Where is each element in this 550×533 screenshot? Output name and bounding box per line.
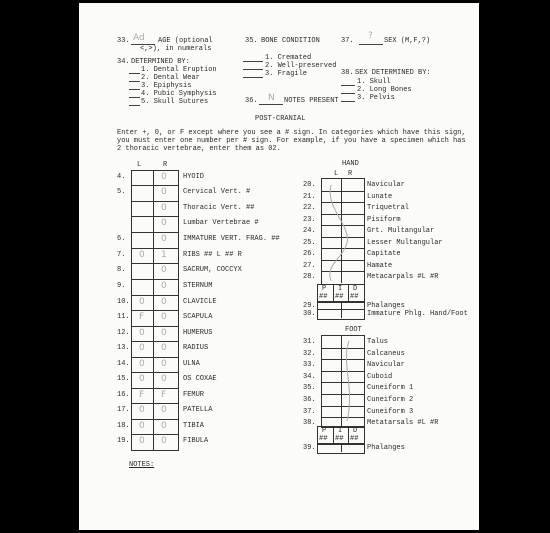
q38-option-2-field[interactable] <box>341 93 355 94</box>
q35-option-2: 2. Well-preserved <box>265 62 337 70</box>
hand-grid-row-line <box>321 271 364 272</box>
foot-row-label: Calcaneus <box>367 350 405 358</box>
foot-lower-row-number: 39. <box>303 444 316 452</box>
foot-row-number: 32. <box>303 350 316 358</box>
post-cranial-title: POST-CRANIAL <box>255 115 306 123</box>
q35-option-1-field[interactable] <box>243 61 263 62</box>
left-row-label: FIBULA <box>183 437 209 445</box>
left-cell-l[interactable] <box>132 170 152 185</box>
q35-title: BONE CONDITION <box>261 37 320 45</box>
left-row-label: HUMERUS <box>183 329 213 337</box>
left-row-value-r: 0 <box>161 203 167 213</box>
left-row-label: SACRUM, COCCYX <box>183 266 242 274</box>
left-row-number: 5. <box>117 188 126 196</box>
q33-label: AGE (optional <box>158 37 213 45</box>
hand-row-number: 22. <box>303 204 316 212</box>
q34-option-1: 1. Dental Eruption <box>141 66 217 74</box>
q38-title: SEX DETERMINED BY: <box>355 69 431 77</box>
foot-lower-row-label: Phalanges <box>367 444 405 452</box>
hand-row-number: 27. <box>303 262 316 270</box>
q38-option-2: 2. Long Bones <box>357 86 412 94</box>
left-row-number: 17. <box>117 406 130 414</box>
hand-row-label: Lesser Multangular <box>367 239 443 247</box>
q34-option-4: 4. Pubic Symphysis <box>141 90 217 98</box>
instructions-line-3: 2 thoracic vertebrae, enter them as 02. <box>117 145 281 153</box>
hand-row-number: 25. <box>303 239 316 247</box>
hand-pid-p: P <box>322 285 327 293</box>
left-col-header-r: R <box>163 161 168 169</box>
left-cell-l[interactable] <box>132 263 152 278</box>
foot-pid-divider-1 <box>333 426 334 443</box>
hand-grid-row-line <box>321 248 364 249</box>
foot-row-number: 37. <box>303 408 316 416</box>
foot-grid-row-line <box>321 417 364 418</box>
left-row-number: 14. <box>117 360 130 368</box>
left-row-value-r: 0 <box>161 312 167 322</box>
hand-row-number: 26. <box>303 250 316 258</box>
hand-row-number: 21. <box>303 193 316 201</box>
q35-option-2-field[interactable] <box>243 69 263 70</box>
left-row-value-l: 0 <box>139 343 145 353</box>
q35-option-3-field[interactable] <box>243 77 263 78</box>
left-row-label: PATELLA <box>183 406 213 414</box>
hand-grid-row-line <box>321 260 364 261</box>
hand-row-label: Hamate <box>367 262 393 270</box>
foot-row-label: Cuneiform 2 <box>367 396 414 404</box>
left-col-header-l: L <box>137 161 142 169</box>
q36-number: 36. <box>245 97 258 105</box>
q38-option-3-field[interactable] <box>341 101 355 102</box>
hand-row-number: 28. <box>303 273 316 281</box>
left-row-number: 6. <box>117 235 126 243</box>
foot-lower-divider <box>341 443 342 452</box>
hand-grid-row-line <box>321 237 364 238</box>
hand-row-number: 23. <box>303 216 316 224</box>
foot-pid-hash-i: ## <box>335 435 344 443</box>
foot-row-label: Cuboid <box>367 373 393 381</box>
foot-row-label: Navicular <box>367 361 405 369</box>
hand-row-label: Navicular <box>367 181 405 189</box>
hand-pid-hash-i: ## <box>335 293 344 301</box>
hand-row-number: 20. <box>303 181 316 189</box>
hand-pid-hash-d: ## <box>350 293 359 301</box>
instructions-line-2: you must enter one number per # sign. For example, if you have a specimen which has <box>117 137 466 145</box>
left-row-value-l: 0 <box>139 421 145 431</box>
left-cell-l[interactable] <box>132 201 152 216</box>
q38-number: 38. <box>341 69 354 77</box>
left-row-label: FEMUR <box>183 391 205 399</box>
q34-option-3: 3. Epiphysis <box>141 82 192 90</box>
left-row-value-r: 0 <box>161 234 167 244</box>
hand-bone-grid <box>321 178 365 285</box>
left-row-number: 19. <box>117 437 130 445</box>
foot-row-label: Cuneiform 3 <box>367 408 414 416</box>
hand-col-header-r: R <box>348 170 353 178</box>
form-page <box>79 3 479 530</box>
left-row-label: CLAVICLE <box>183 298 217 306</box>
q34-option-2-field[interactable] <box>129 81 140 82</box>
q36-notes-value: N <box>268 93 275 103</box>
left-row-value-r: 0 <box>161 187 167 197</box>
foot-row-number: 33. <box>303 361 316 369</box>
foot-pid-d: D <box>353 427 358 435</box>
hand-lower-row-label: Phalanges <box>367 302 405 310</box>
left-row-number: 9. <box>117 282 126 290</box>
q34-number: 34. <box>117 58 130 66</box>
left-row-number: 16. <box>117 391 130 399</box>
hand-col-header-l: L <box>334 170 339 178</box>
q38-option-1: 1. Skull <box>357 78 391 86</box>
foot-grid-row-line <box>321 359 364 360</box>
left-row-number: 13. <box>117 344 130 352</box>
left-row-value-r: 0 <box>161 405 167 415</box>
hand-row-label: Capitate <box>367 250 401 258</box>
q38-option-3: 3. Pelvis <box>357 94 395 102</box>
hand-pid-divider-2 <box>348 284 349 301</box>
q35-number: 35. <box>245 37 258 45</box>
hand-grid-divider <box>341 178 342 283</box>
q37-sex-value: ? <box>368 31 373 41</box>
left-row-value-l: F <box>139 390 145 400</box>
q34-option-4-field[interactable] <box>129 97 140 98</box>
q36-label: NOTES PRESENT <box>284 97 339 105</box>
left-row-label: Cervical Vert. # <box>183 188 251 196</box>
left-row-value-l: 0 <box>139 405 145 415</box>
q34-title: DETERMINED BY: <box>131 58 190 66</box>
left-row-value-r: 0 <box>161 359 167 369</box>
left-row-value-r: 0 <box>161 281 167 291</box>
foot-grid-row-line <box>321 348 364 349</box>
q33-label-line2: <,>), in numerals <box>140 45 212 53</box>
left-row-label: STERNUM <box>183 282 213 290</box>
left-row-label: IMMATURE VERT. FRAG. ## <box>183 235 280 243</box>
hand-pid-divider-1 <box>333 284 334 301</box>
left-row-value-l: 0 <box>139 328 145 338</box>
foot-row-number: 34. <box>303 373 316 381</box>
q35-option-3: 3. Fragile <box>265 70 308 78</box>
left-cell-l[interactable] <box>132 185 152 200</box>
foot-grid-row-line <box>321 394 364 395</box>
left-row-label: RADIUS <box>183 344 209 352</box>
hand-grid-row-line <box>321 225 364 226</box>
left-row-value-r: 0 <box>161 297 167 307</box>
left-row-label: TIBIA <box>183 422 205 430</box>
q33-age-value: Ad <box>133 33 145 43</box>
foot-row-number: 35. <box>303 384 316 392</box>
hand-pid-i: I <box>338 285 343 293</box>
hand-lower-row-number: 30. <box>303 310 316 318</box>
left-cell-l[interactable] <box>132 216 152 231</box>
instructions-line-1: Enter +, 0, or F except where you see a # sign. In categories which have this sign, <box>117 129 466 137</box>
q37-number: 37. <box>341 37 354 45</box>
left-row-label: RIBS ## L ## R <box>183 251 242 259</box>
hand-row-label: Pisiform <box>367 216 401 224</box>
hand-lower-row-label: Immature Phlg. Hand/Foot <box>367 310 468 318</box>
hand-lower-row-line <box>317 309 364 310</box>
left-row-label: SCAPULA <box>183 313 213 321</box>
notes-label: NOTES: <box>129 461 155 469</box>
left-row-number: 11. <box>117 313 130 321</box>
foot-title: FOOT <box>345 326 362 334</box>
left-row-value-l: F <box>139 312 145 322</box>
left-row-value-l: 0 <box>139 297 145 307</box>
foot-row-number: 31. <box>303 338 316 346</box>
hand-grid-row-line <box>321 202 364 203</box>
hand-row-label: Lunate <box>367 193 393 201</box>
left-row-label: Thoracic Vert. ## <box>183 204 255 212</box>
hand-row-label: Triquetral <box>367 204 410 212</box>
q35-option-1: 1. Cremated <box>265 54 312 62</box>
left-row-value-l: 0 <box>139 436 145 446</box>
q34-option-3-field[interactable] <box>129 89 140 90</box>
q34-option-2: 2. Dental Wear <box>141 74 200 82</box>
left-row-value-r: 0 <box>161 328 167 338</box>
hand-title: HAND <box>342 160 359 168</box>
left-row-value-r: 0 <box>161 421 167 431</box>
left-row-label: OS COXAE <box>183 375 217 383</box>
left-row-value-r: 0 <box>161 265 167 275</box>
left-row-value-r: 0 <box>161 343 167 353</box>
left-row-number: 4. <box>117 173 126 181</box>
hand-row-number: 24. <box>303 227 316 235</box>
hand-pid-hash-p: ## <box>319 293 328 301</box>
q34-option-5-field[interactable] <box>129 105 140 106</box>
left-row-label: HYOID <box>183 173 205 181</box>
hand-row-label: Grt. Multangular <box>367 227 435 235</box>
hand-lower-row-number: 29. <box>303 302 316 310</box>
foot-row-label: Talus <box>367 338 389 346</box>
hand-grid-row-line <box>321 191 364 192</box>
left-cell-l[interactable] <box>132 279 152 294</box>
foot-grid-row-line <box>321 371 364 372</box>
hand-pid-d: D <box>353 285 358 293</box>
foot-pid-divider-2 <box>348 426 349 443</box>
foot-row-label: Metatarsals #L #R <box>367 419 439 427</box>
left-row-number: 10. <box>117 298 130 306</box>
left-row-value-r: 0 <box>161 218 167 228</box>
foot-row-label: Cuneiform 1 <box>367 384 414 392</box>
foot-pid-i: I <box>338 427 343 435</box>
left-row-number: 18. <box>117 422 130 430</box>
left-row-value-r: 0 <box>161 172 167 182</box>
q37-sex-field[interactable] <box>359 44 383 45</box>
left-row-number: 12. <box>117 329 130 337</box>
q34-option-1-field[interactable] <box>129 73 140 74</box>
left-row-value-r: 0 <box>161 374 167 384</box>
left-row-value-l: 0 <box>139 374 145 384</box>
foot-grid-row-line <box>321 382 364 383</box>
hand-row-label: Metacarpals #L #R <box>367 273 439 281</box>
q37-label: SEX (M,F,?) <box>384 37 431 45</box>
foot-pid-hash-p: ## <box>319 435 328 443</box>
left-row-value-r: 0 <box>161 436 167 446</box>
left-row-number: 8. <box>117 266 126 274</box>
left-row-value-r: 1 <box>161 250 167 260</box>
hand-grid-row-line <box>321 214 364 215</box>
q38-option-1-field[interactable] <box>341 85 355 86</box>
foot-pid-hash-d: ## <box>350 435 359 443</box>
q33-number: 33. <box>117 37 130 45</box>
foot-grid-row-line <box>321 406 364 407</box>
left-row-value-l: 0 <box>139 250 145 260</box>
left-row-number: 7. <box>117 251 126 259</box>
q34-option-5: 5. Skull Sutures <box>141 98 209 106</box>
foot-row-number: 36. <box>303 396 316 404</box>
left-row-number: 15. <box>117 375 130 383</box>
foot-pid-p: P <box>322 427 327 435</box>
q36-notes-field[interactable] <box>259 104 283 105</box>
left-cell-l[interactable] <box>132 232 152 247</box>
left-row-value-l: 0 <box>139 359 145 369</box>
left-row-value-r: F <box>161 390 167 400</box>
foot-row-number: 38. <box>303 419 316 427</box>
left-row-label: ULNA <box>183 360 200 368</box>
left-row-label: Lumbar Vertebrae # <box>183 219 259 227</box>
